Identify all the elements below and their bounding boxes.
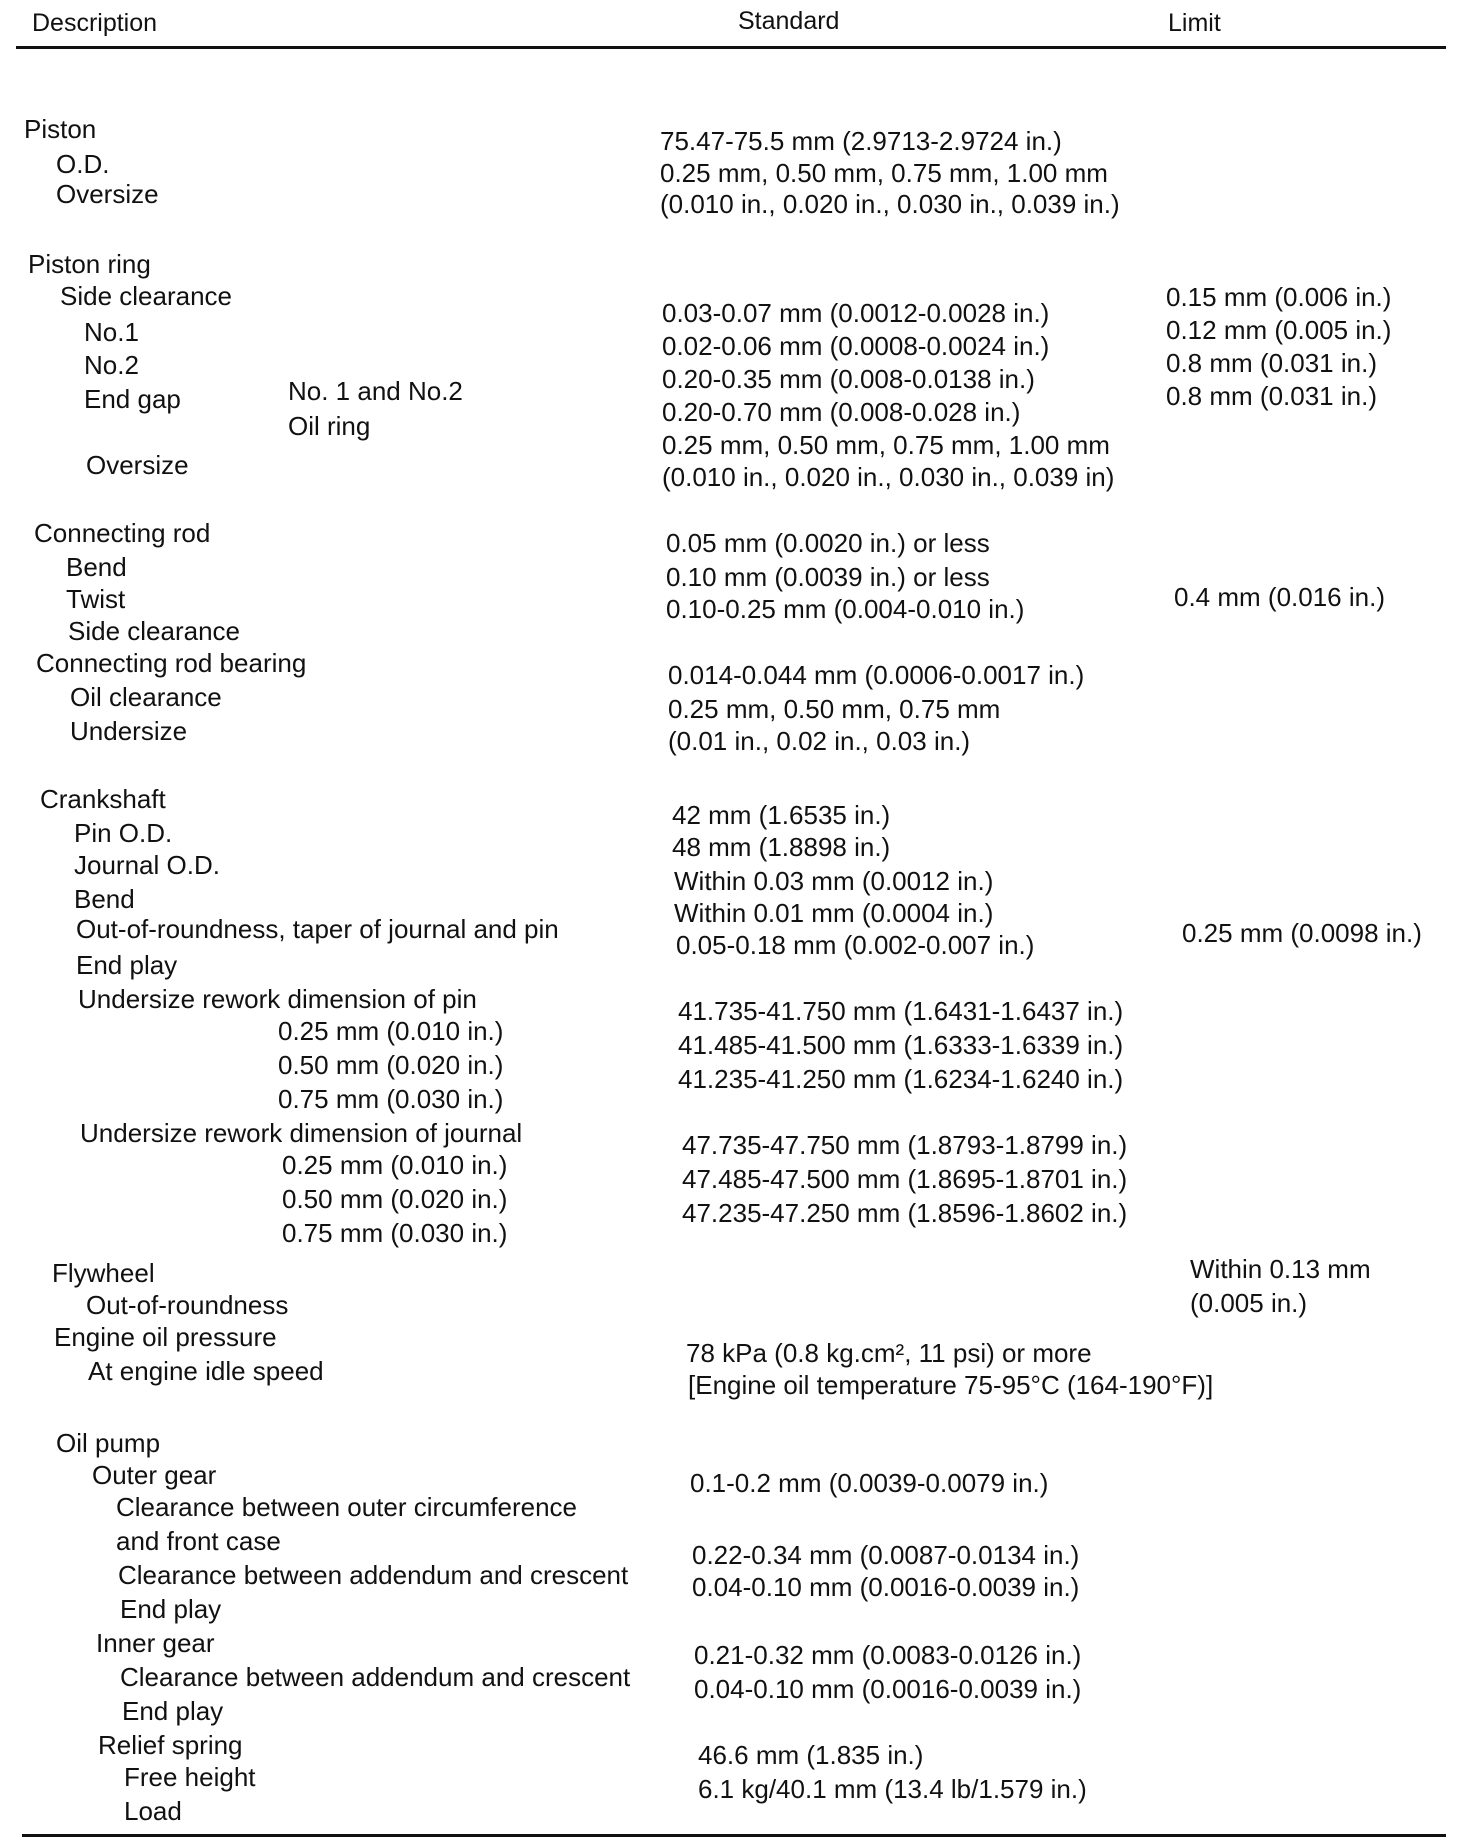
bearing-undersize-label: Undersize — [70, 716, 188, 746]
crank-journal-size-075: 0.75 mm (0.030 in.) — [282, 1218, 508, 1248]
crank-journal-075-standard: 47.235-47.250 mm (1.8596-1.8602 in.) — [682, 1198, 1128, 1228]
crank-pin-size-075: 0.75 mm (0.030 in.) — [278, 1084, 504, 1114]
crank-end-play-label: End play — [76, 950, 178, 980]
crank-journal-size-050: 0.50 mm (0.020 in.) — [282, 1184, 508, 1214]
ring-oversize-label: Oversize — [86, 450, 189, 480]
crank-journal-size-025: 0.25 mm (0.010 in.) — [282, 1150, 508, 1180]
footer-rule — [22, 1834, 1446, 1837]
flywheel-title: Flywheel — [52, 1258, 155, 1288]
crank-undersize-pin-label: Undersize rework dimension of pin — [78, 984, 477, 1014]
crank-pin-size-050: 0.50 mm (0.020 in.) — [278, 1050, 504, 1080]
flywheel-limit-2: (0.005 in.) — [1190, 1288, 1308, 1318]
conrod-side-clearance-limit: 0.4 mm (0.016 in.) — [1174, 582, 1385, 612]
outer-gear-circ-standard: 0.1-0.2 mm (0.0039-0.0079 in.) — [690, 1468, 1049, 1498]
ring-no2-standard: 0.02-0.06 mm (0.0008-0.0024 in.) — [662, 331, 1050, 361]
crank-journal-od-label: Journal O.D. — [74, 850, 220, 880]
conrod-side-clearance-standard: 0.10-0.25 mm (0.004-0.010 in.) — [666, 594, 1025, 624]
oil-pressure-standard-1: 78 kPa (0.8 kg.cm², 11 psi) or more — [686, 1338, 1092, 1368]
crank-out-of-roundness-standard: Within 0.01 mm (0.0004 in.) — [674, 898, 994, 928]
header-limit: Limit — [1168, 9, 1221, 37]
ring-no2-limit: 0.12 mm (0.005 in.) — [1166, 315, 1392, 345]
oil-pressure-title: Engine oil pressure — [54, 1322, 277, 1352]
inner-gear-label: Inner gear — [96, 1628, 215, 1658]
header-rule — [16, 46, 1446, 49]
bearing-undersize-standard-1: 0.25 mm, 0.50 mm, 0.75 mm — [668, 694, 1001, 724]
bearing-undersize-standard-2: (0.01 in., 0.02 in., 0.03 in.) — [668, 726, 971, 756]
relief-free-height-label: Free height — [124, 1762, 256, 1792]
oil-pressure-idle-label: At engine idle speed — [88, 1356, 324, 1386]
crank-pin-025-standard: 41.735-41.750 mm (1.6431-1.6437 in.) — [678, 996, 1124, 1026]
ring-side-clearance-label: Side clearance — [60, 281, 232, 311]
crank-pin-od-standard: 42 mm (1.6535 in.) — [672, 800, 891, 830]
ring-end-gap-label: End gap — [84, 384, 181, 414]
ring-end-gap-oil-ring-label: Oil ring — [288, 411, 371, 441]
conrod-bend-standard: 0.05 mm (0.0020 in.) or less — [666, 528, 990, 558]
conrod-title: Connecting rod — [34, 518, 211, 548]
outer-gear-end-play-label: End play — [120, 1594, 222, 1624]
inner-gear-addendum-standard: 0.21-0.32 mm (0.0083-0.0126 in.) — [694, 1640, 1082, 1670]
header-standard: Standard — [738, 7, 840, 35]
outer-gear-end-play-standard: 0.04-0.10 mm (0.0016-0.0039 in.) — [692, 1572, 1080, 1602]
piston-ring-title: Piston ring — [28, 249, 151, 279]
oil-pump-title: Oil pump — [56, 1428, 161, 1458]
ring-end-gap-oil-standard: 0.20-0.70 mm (0.008-0.028 in.) — [662, 397, 1021, 427]
relief-free-height-standard: 46.6 mm (1.835 in.) — [698, 1740, 924, 1770]
conrod-twist-label: Twist — [66, 584, 126, 614]
conrod-twist-standard: 0.10 mm (0.0039 in.) or less — [666, 562, 990, 592]
ring-oversize-standard-1: 0.25 mm, 0.50 mm, 0.75 mm, 1.00 mm — [662, 430, 1110, 460]
ring-no1-limit: 0.15 mm (0.006 in.) — [1166, 282, 1392, 312]
relief-load-label: Load — [124, 1796, 182, 1826]
crank-bend-label: Bend — [74, 884, 135, 914]
conrod-bearing-title: Connecting rod bearing — [36, 648, 307, 678]
ring-oversize-standard-2: (0.010 in., 0.020 in., 0.030 in., 0.039 in) — [662, 462, 1115, 492]
crank-journal-025-standard: 47.735-47.750 mm (1.8793-1.8799 in.) — [682, 1130, 1128, 1160]
inner-gear-end-play-standard: 0.04-0.10 mm (0.0016-0.0039 in.) — [694, 1674, 1082, 1704]
conrod-side-clearance-label: Side clearance — [68, 616, 240, 646]
outer-gear-clearance-circ-2: and front case — [116, 1526, 281, 1556]
crank-pin-050-standard: 41.485-41.500 mm (1.6333-1.6339 in.) — [678, 1030, 1124, 1060]
inner-gear-clearance-addendum: Clearance between addendum and crescent — [120, 1662, 631, 1692]
outer-gear-clearance-circ-1: Clearance between outer circumference — [116, 1492, 578, 1522]
ring-end-gap-oil-limit: 0.8 mm (0.031 in.) — [1166, 381, 1377, 411]
relief-spring-label: Relief spring — [98, 1730, 243, 1760]
crank-undersize-journal-label: Undersize rework dimension of journal — [80, 1118, 523, 1148]
crank-pin-size-025: 0.25 mm (0.010 in.) — [278, 1016, 504, 1046]
inner-gear-end-play-label: End play — [122, 1696, 224, 1726]
crank-out-of-roundness-label: Out-of-roundness, taper of journal and pin — [76, 914, 559, 944]
piston-title: Piston — [24, 114, 97, 144]
crank-pin-075-standard: 41.235-41.250 mm (1.6234-1.6240 in.) — [678, 1064, 1124, 1094]
outer-gear-label: Outer gear — [92, 1460, 217, 1490]
crank-end-play-limit: 0.25 mm (0.0098 in.) — [1182, 918, 1422, 948]
crank-journal-od-standard: 48 mm (1.8898 in.) — [672, 832, 891, 862]
bearing-oil-clearance-label: Oil clearance — [70, 682, 222, 712]
ring-no1-standard: 0.03-0.07 mm (0.0012-0.0028 in.) — [662, 298, 1050, 328]
piston-oversize-label: Oversize — [56, 179, 159, 209]
outer-gear-addendum-standard: 0.22-0.34 mm (0.0087-0.0134 in.) — [692, 1540, 1080, 1570]
crank-end-play-standard: 0.05-0.18 mm (0.002-0.007 in.) — [676, 930, 1035, 960]
ring-no2-label: No.2 — [84, 350, 139, 380]
oil-pressure-standard-2: [Engine oil temperature 75-95°C (164-190°F)] — [688, 1370, 1214, 1400]
conrod-bend-label: Bend — [66, 552, 127, 582]
crank-bend-standard: Within 0.03 mm (0.0012 in.) — [674, 866, 994, 896]
header-description: Description — [32, 9, 158, 37]
crank-pin-od-label: Pin O.D. — [74, 818, 173, 848]
ring-no1-label: No.1 — [84, 317, 139, 347]
ring-end-gap-no1-no2-label: No. 1 and No.2 — [288, 376, 463, 406]
piston-od-standard: 75.47-75.5 mm (2.9713-2.9724 in.) — [660, 126, 1062, 156]
flywheel-limit-1: Within 0.13 mm — [1190, 1254, 1371, 1284]
ring-end-gap-no1-no2-standard: 0.20-0.35 mm (0.008-0.0138 in.) — [662, 364, 1035, 394]
outer-gear-clearance-addendum: Clearance between addendum and crescent — [118, 1560, 629, 1590]
piston-oversize-standard-2: (0.010 in., 0.020 in., 0.030 in., 0.039 in.) — [660, 189, 1120, 219]
bearing-oil-clearance-standard: 0.014-0.044 mm (0.0006-0.0017 in.) — [668, 660, 1085, 690]
piston-od-label: O.D. — [56, 149, 110, 179]
crankshaft-title: Crankshaft — [40, 784, 166, 814]
piston-oversize-standard-1: 0.25 mm, 0.50 mm, 0.75 mm, 1.00 mm — [660, 158, 1108, 188]
crank-journal-050-standard: 47.485-47.500 mm (1.8695-1.8701 in.) — [682, 1164, 1128, 1194]
ring-end-gap-no1-no2-limit: 0.8 mm (0.031 in.) — [1166, 348, 1377, 378]
flywheel-out-of-roundness-label: Out-of-roundness — [86, 1290, 289, 1320]
relief-load-standard: 6.1 kg/40.1 mm (13.4 lb/1.579 in.) — [698, 1774, 1087, 1804]
